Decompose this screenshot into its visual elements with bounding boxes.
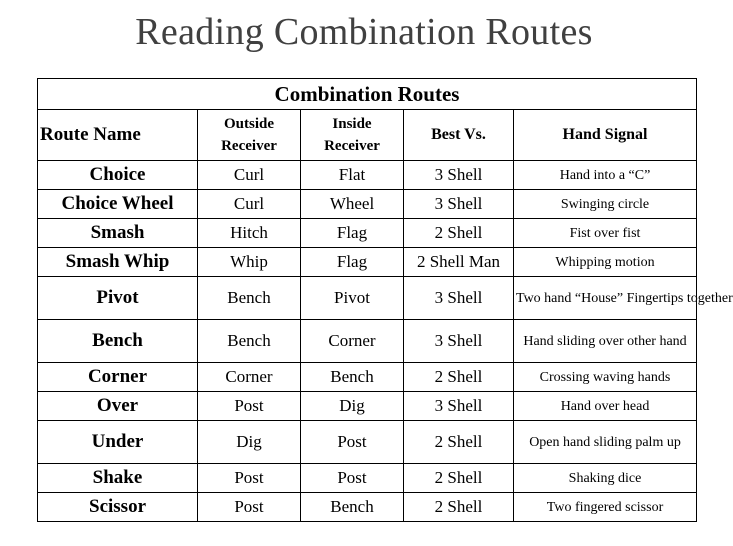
table-row [38,219,697,248]
table-row [38,392,697,421]
inside-receiver-cell: Corner [301,320,404,363]
hand-signal-cell: Two fingered scissor [514,493,697,522]
best-vs-cell: 3 Shell [404,320,514,363]
best-vs-cell: 2 Shell [404,464,514,493]
table-row [38,161,697,190]
hand-signal-cell: Hand sliding over other hand [514,320,697,363]
route-name-cell: Choice [38,161,198,190]
hand-signal-cell: Open hand sliding palm up [514,421,697,464]
inside-receiver-cell: Flag [301,219,404,248]
header-route-name: Route Name [38,110,198,161]
route-name-cell: Corner [38,363,198,392]
outside-receiver-cell: Curl [198,190,301,219]
best-vs-cell: 2 Shell [404,363,514,392]
best-vs-cell: 3 Shell [404,277,514,320]
route-rows [38,161,733,522]
best-vs-cell: 3 Shell [404,392,514,421]
table-row [38,421,697,464]
outside-receiver-cell: Post [198,493,301,522]
inside-receiver-cell: Flag [301,248,404,277]
hand-signal-cell: Shaking dice [514,464,697,493]
slide-title: Reading Combination Routes [135,11,593,53]
table-row [38,464,697,493]
best-vs-cell: 2 Shell [404,421,514,464]
table-caption-row [38,79,697,110]
best-vs-cell: 2 Shell [404,219,514,248]
best-vs-cell: 2 Shell [404,493,514,522]
hand-signal-cell: Swinging circle [514,190,697,219]
table-caption: Combination Routes [38,79,697,110]
table-row [38,320,697,363]
hand-signal-cell: Two hand “House” Fingertips together [514,277,697,320]
table-row [38,190,697,219]
hand-signal-cell: Hand into a “C” [514,161,697,190]
hand-signal-cell: Fist over fist [514,219,697,248]
route-name-cell: Scissor [38,493,198,522]
header-inside-receiver: Inside Receiver [301,110,404,161]
inside-receiver-cell: Post [301,464,404,493]
outside-receiver-cell: Corner [198,363,301,392]
header-best-vs: Best Vs. [404,110,514,161]
route-name-cell: Bench [38,320,198,363]
best-vs-cell: 3 Shell [404,161,514,190]
inside-receiver-cell: Wheel [301,190,404,219]
column-header-row [38,110,697,161]
route-name-cell: Over [38,392,198,421]
table-row [38,493,697,522]
route-name-cell: Shake [38,464,198,493]
hand-signal-cell: Whipping motion [514,248,697,277]
outside-receiver-cell: Whip [198,248,301,277]
inside-receiver-cell: Flat [301,161,404,190]
hand-signal-cell: Crossing waving hands [514,363,697,392]
table-row [38,248,697,277]
header-outside-receiver: Outside Receiver [198,110,301,161]
outside-receiver-cell: Bench [198,320,301,363]
route-name-cell: Under [38,421,198,464]
best-vs-cell: 2 Shell Man [404,248,514,277]
outside-receiver-cell: Hitch [198,219,301,248]
header-hand-signal: Hand Signal [514,110,697,161]
inside-receiver-cell: Bench [301,363,404,392]
table-row [38,277,697,320]
inside-receiver-cell: Post [301,421,404,464]
route-name-cell: Smash Whip [38,248,198,277]
outside-receiver-cell: Post [198,392,301,421]
route-name-cell: Pivot [38,277,198,320]
route-name-cell: Choice Wheel [38,190,198,219]
outside-receiver-cell: Curl [198,161,301,190]
outside-receiver-cell: Bench [198,277,301,320]
inside-receiver-cell: Dig [301,392,404,421]
table-row [38,363,697,392]
inside-receiver-cell: Pivot [301,277,404,320]
outside-receiver-cell: Post [198,464,301,493]
route-name-cell: Smash [38,219,198,248]
combination-routes-table [37,78,733,522]
inside-receiver-cell: Bench [301,493,404,522]
outside-receiver-cell: Dig [198,421,301,464]
hand-signal-cell: Hand over head [514,392,697,421]
best-vs-cell: 3 Shell [404,190,514,219]
